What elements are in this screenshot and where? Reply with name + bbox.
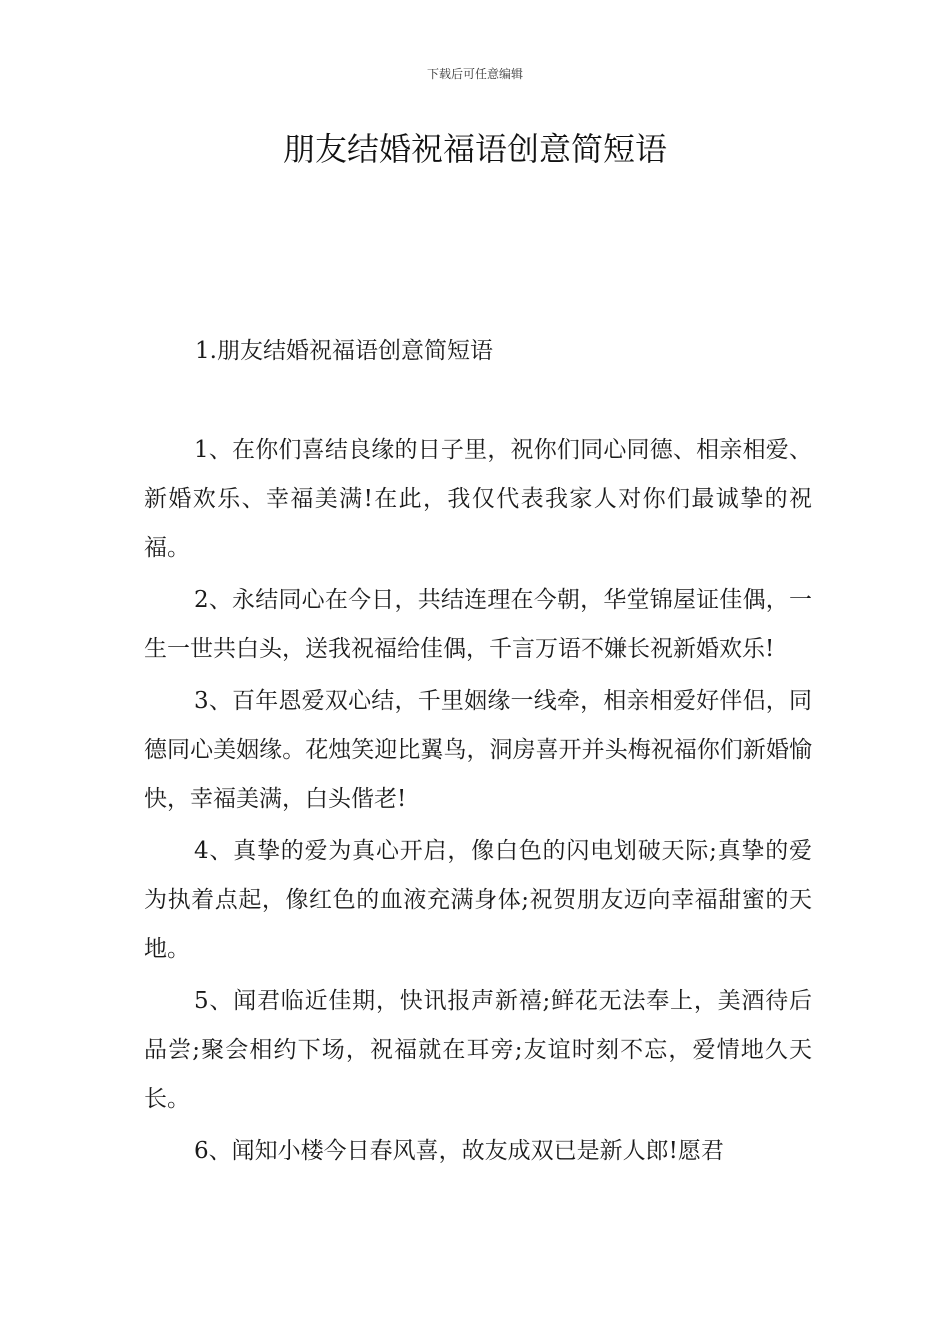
section-heading: 1.朋友结婚祝福语创意简短语 (195, 338, 493, 364)
paragraph-6: 6、闻知小楼今日春风喜，故友成双已是新人郎!愿君 (194, 1138, 724, 1164)
paragraph-4: 4、真挚的爱为真心开启，像白色的闪电划破天际;真挚的爱为执着点起，像红色的血液充满身体;祝贺朋友迈向幸福甜蜜的天地。 (144, 838, 812, 962)
paragraph-5: 5、闻君临近佳期，快讯报声新禧;鲜花无法奉上，美酒待后品尝;聚会相约下场，祝福就在耳旁;友谊时刻不忘，爱情地久天长。 (144, 988, 812, 1112)
paragraph-2: 2、永结同心在今日，共结连理在今朝，华堂锦屋证佳偶，一生一世共白头，送我祝福给佳偶，千言万语不嫌长祝新婚欢乐! (144, 587, 812, 662)
page-title: 朋友结婚祝福语创意简短语 (282, 130, 667, 168)
header-note: 下载后可任意编辑 (426, 67, 523, 81)
body-text (144, 426, 812, 1179)
paragraph-3: 3、百年恩爱双心结，千里姻缘一线牵，相亲相爱好伴侣，同德同心美姻缘。花烛笑迎比翼鸟，洞房喜开并头梅祝福你们新婚愉快，幸福美满，白头偕老! (144, 688, 812, 812)
paragraph-1: 1、在你们喜结良缘的日子里，祝你们同心同德、相亲相爱、新婚欢乐、幸福美满!在此，我仅代表我家人对你们最诚挚的祝福。 (144, 437, 812, 561)
